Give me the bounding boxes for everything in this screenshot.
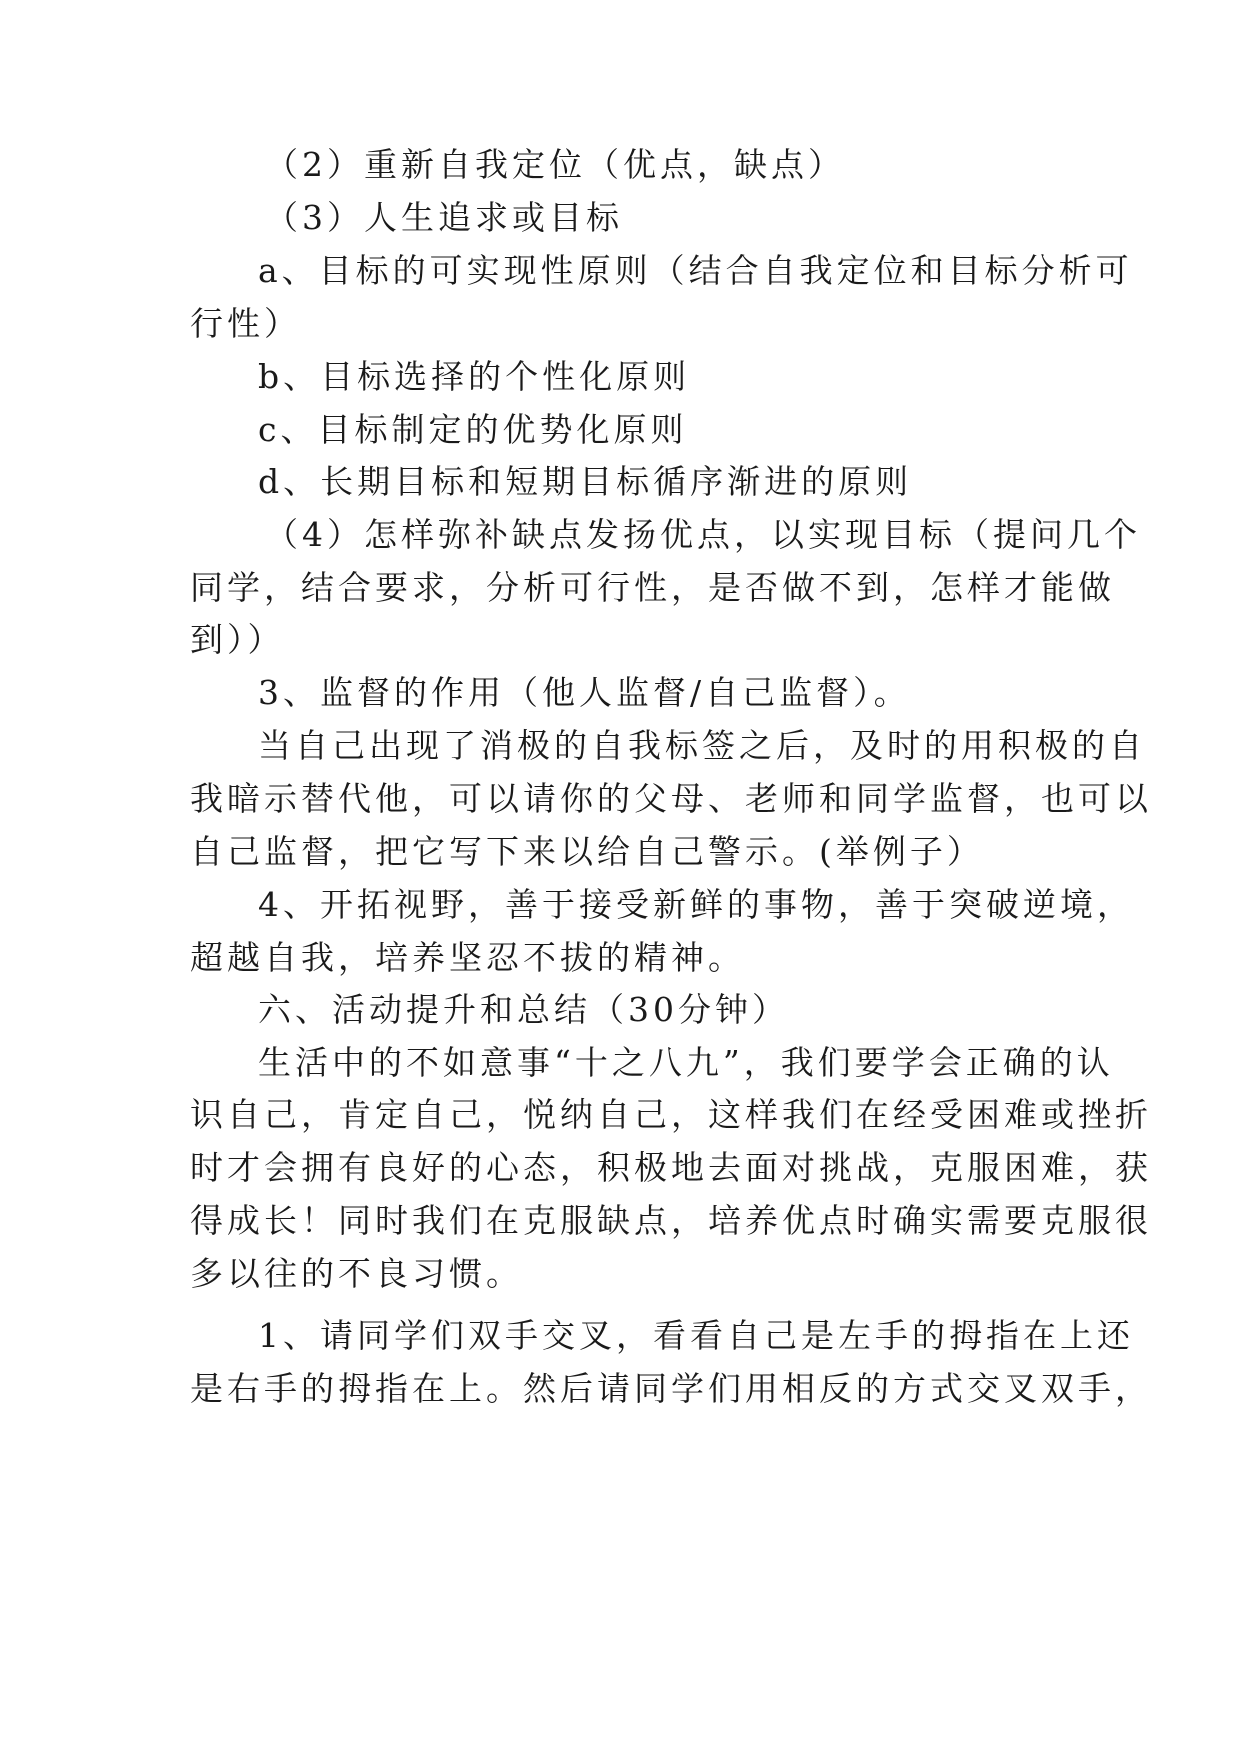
paragraph-line: 到）） <box>190 620 285 659</box>
paragraph-line: 得成长！同时我们在克服缺点，培养优点时确实需要克服很 <box>190 1201 1152 1240</box>
paragraph-line: 1、请同学们双手交叉，看看自己是左手的拇指在上还 <box>258 1316 1134 1355</box>
paragraph-line: 3、监督的作用（他人监督/自己监督）。 <box>258 673 911 712</box>
paragraph-line: 多以往的不良习惯。 <box>190 1254 523 1293</box>
paragraph-line: 时才会拥有良好的心态，积极地去面对挑战，克服困难，获 <box>190 1148 1152 1187</box>
section-heading: 六、活动提升和总结（30分钟） <box>258 990 789 1029</box>
paragraph-line: 生活中的不如意事“十之八九”，我们要学会正确的认 <box>258 1043 1114 1082</box>
paragraph-line: 当自己出现了消极的自我标签之后，及时的用积极的自 <box>258 726 1146 765</box>
paragraph-line: 行性） <box>190 304 301 343</box>
paragraph-line: 同学，结合要求，分析可行性，是否做不到，怎样才能做 <box>190 568 1115 607</box>
paragraph-line: 超越自我，培养坚忍不拔的精神。 <box>190 938 745 977</box>
paragraph-line: b、目标选择的个性化原则 <box>258 357 691 396</box>
paragraph-line: 4、开拓视野，善于接受新鲜的事物，善于突破逆境， <box>258 885 1134 924</box>
paragraph-line: 自己监督，把它写下来以给自己警示。(举例子） <box>190 832 984 871</box>
paragraph-line: 是右手的拇指在上。然后请同学们用相反的方式交叉双手， <box>190 1369 1152 1408</box>
paragraph-line: （2）重新自我定位（优点，缺点） <box>265 145 845 184</box>
paragraph-line: 识自己，肯定自己，悦纳自己，这样我们在经受困难或挫折 <box>190 1095 1152 1134</box>
paragraph-line: 我暗示替代他，可以请你的父母、老师和同学监督，也可以 <box>190 779 1152 818</box>
paragraph-line: d、长期目标和短期目标循序渐进的原则 <box>258 462 913 501</box>
paragraph-line: （4）怎样弥补缺点发扬优点，以实现目标（提问几个 <box>265 515 1141 554</box>
paragraph-line: c、目标制定的优势化原则 <box>258 410 688 449</box>
paragraph-line: （3）人生追求或目标 <box>265 198 623 237</box>
paragraph-line: a、目标的可实现性原则（结合自我定位和目标分析可 <box>258 251 1133 290</box>
